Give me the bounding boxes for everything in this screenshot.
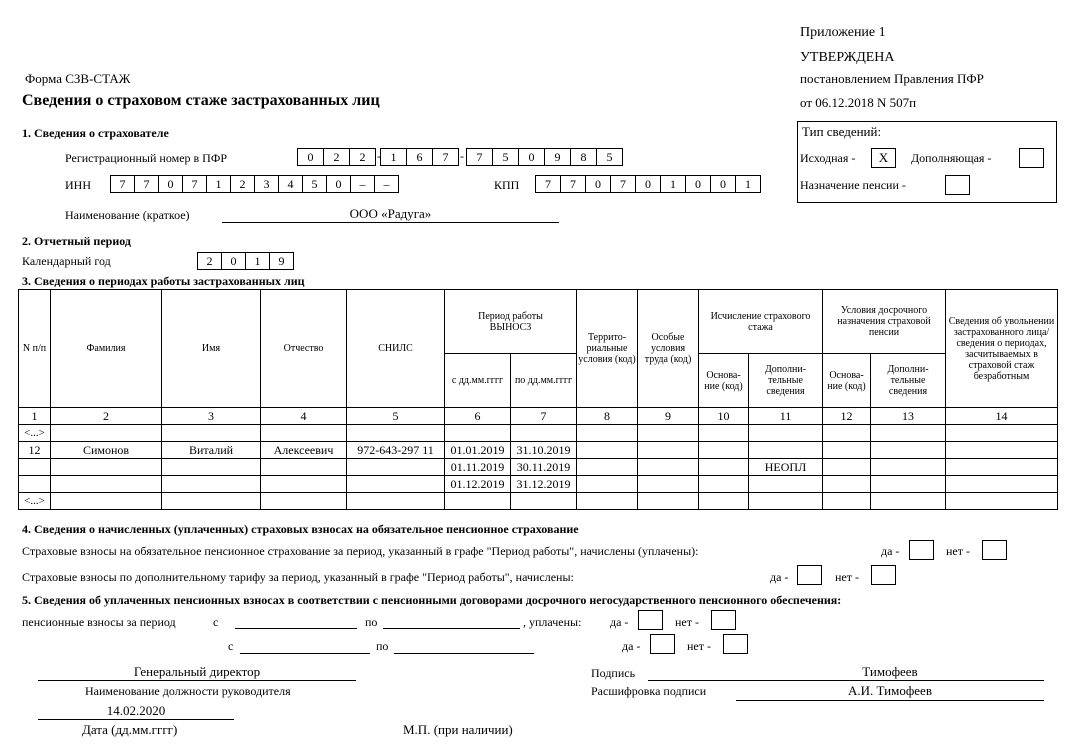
digit-cell: 1 — [206, 175, 231, 193]
signature-label: Подпись — [591, 666, 636, 680]
header-special: Особые условия труда (код) — [638, 290, 699, 408]
row-surname: Симонов — [51, 442, 162, 459]
name-value[interactable]: ООО «Радуга» — [349, 206, 432, 221]
s5-l2-yes-label: да - — [622, 639, 641, 653]
row-to: 31.12.2019 — [511, 476, 577, 493]
column-number: 6 — [445, 408, 511, 425]
header-from: с дд.мм.гггг — [445, 354, 511, 408]
pension-checkbox[interactable] — [945, 175, 970, 195]
header-calc-basis: Основа-ние (код) — [699, 354, 749, 408]
column-number: 7 — [511, 408, 577, 425]
digit-cell: 5 — [302, 175, 327, 193]
s4-l2-no-label: нет - — [835, 570, 859, 584]
ellipsis-row-top — [19, 425, 1058, 442]
s4-l2-yes-label: да - — [770, 570, 789, 584]
section3-title: 3. Сведения о периодах работы застрахованных лиц — [22, 274, 305, 288]
digit-cell: 2 — [230, 175, 255, 193]
pension-label: Назначение пенсии - — [800, 178, 906, 192]
section5-title: 5. Сведения об уплаченных пенсионных взносах в соответствии с пенсионными договорами досрочного негосударственного пенсионного обеспечения: — [22, 593, 842, 607]
header-early-extra: Дополни-тельные сведения — [871, 354, 946, 408]
approved-label: УТВЕРЖДЕНА — [800, 50, 895, 65]
row-num: 12 — [19, 442, 51, 459]
digit-cell: 7 — [466, 148, 493, 166]
digit-cell: 7 — [182, 175, 207, 193]
header-patronymic: Отчество — [261, 290, 347, 408]
inn-label: ИНН — [65, 178, 91, 192]
row-to: 31.10.2019 — [511, 442, 577, 459]
table-row[interactable] — [19, 476, 1058, 493]
column-number: 8 — [577, 408, 638, 425]
digit-cell: 1 — [660, 175, 686, 193]
row-extra: НЕОПЛ — [749, 459, 823, 476]
s5-l2-no-checkbox[interactable] — [723, 634, 748, 654]
digit-cell: 7 — [110, 175, 135, 193]
row-to: 30.11.2019 — [511, 459, 577, 476]
info-type-title: Тип сведений: — [802, 124, 882, 139]
row-patronymic — [261, 476, 347, 493]
digit-cell: 0 — [297, 148, 324, 166]
digit-cell: 0 — [635, 175, 661, 193]
header-to: по дд.мм.гггг — [511, 354, 577, 408]
digit-cell: 0 — [221, 252, 246, 270]
row-name — [162, 476, 261, 493]
approved-by: постановлением Правления ПФР — [800, 71, 984, 86]
digit-cell: 3 — [254, 175, 279, 193]
digit-cell: 6 — [406, 148, 433, 166]
digit-cell: 2 — [349, 148, 376, 166]
reg-label: Регистрационный номер в ПФР — [65, 151, 227, 165]
digit-cell: 0 — [158, 175, 183, 193]
kpp-label: КПП — [494, 178, 520, 192]
decoding-label: Расшифровка подписи — [591, 684, 707, 698]
signature-underline — [648, 680, 1044, 681]
column-number: 3 — [162, 408, 261, 425]
s4-l2-no-checkbox[interactable] — [871, 565, 896, 585]
s5-l2-no-label: нет - — [687, 639, 711, 653]
column-number: 2 — [51, 408, 162, 425]
year-label: Календарный год — [22, 254, 111, 268]
digit-cell: 1 — [380, 148, 407, 166]
section4-line1: Страховые взносы на обязательное пенсионное страхование за период, указанный в графе "Период работы", начислены (уплачены): — [22, 544, 699, 558]
separator-dash: - — [460, 149, 464, 163]
row-from: 01.11.2019 — [445, 459, 511, 476]
digit-cell: 0 — [710, 175, 736, 193]
column-number: 13 — [871, 408, 946, 425]
stamp-label: М.П. (при наличии) — [403, 722, 513, 737]
digit-cell: 0 — [685, 175, 711, 193]
name-underline — [222, 222, 559, 223]
s5-to-field-1[interactable] — [383, 628, 520, 629]
digit-cell: 7 — [535, 175, 561, 193]
date-label: Дата (дд.мм.гггг) — [82, 722, 178, 737]
s5-line-label: пенсионные взносы за период — [22, 615, 176, 629]
digit-cell: 7 — [134, 175, 159, 193]
header-early-basis: Основа-ние (код) — [823, 354, 871, 408]
appendix-label: Приложение 1 — [800, 25, 886, 40]
row-patronymic — [261, 459, 347, 476]
row-from: 01.12.2019 — [445, 476, 511, 493]
date-underline — [38, 719, 234, 720]
header-dismissal: Сведения об увольнении застрахованного лица/сведения о периодах, засчитываемых в страховой стаж безработным — [946, 290, 1058, 408]
additional-label: Дополняющая - — [911, 151, 992, 165]
column-number: 12 — [823, 408, 871, 425]
digit-cell: 5 — [596, 148, 623, 166]
section4-line2: Страховые взносы по дополнительному тарифу за период, указанный в графе "Период работы", начислены: — [22, 570, 574, 584]
row-name — [162, 459, 261, 476]
column-number: 9 — [638, 408, 699, 425]
column-number: 1 — [19, 408, 51, 425]
separator-dash: - — [377, 149, 381, 163]
position-label: Наименование должности руководителя — [85, 684, 291, 698]
header-calc-extra: Дополни-тельные сведения — [749, 354, 823, 408]
s4-l1-no-label: нет - — [946, 544, 970, 558]
original-checkbox[interactable]: X — [871, 148, 896, 168]
s4-l2-yes-checkbox[interactable] — [797, 565, 822, 585]
header-period-text: Период работы ВЫНОС3 — [478, 310, 543, 333]
s5-l1-no-label: нет - — [675, 615, 699, 629]
s5-from-field-1[interactable] — [235, 628, 357, 629]
digit-cell: 0 — [518, 148, 545, 166]
digit-cell: 9 — [544, 148, 571, 166]
digit-cell: 1 — [245, 252, 270, 270]
digit-cell: 9 — [269, 252, 294, 270]
s5-from-label-2: с — [228, 639, 234, 653]
decoding-underline — [736, 700, 1044, 701]
row-extra — [749, 442, 823, 459]
column-number: 5 — [347, 408, 445, 425]
name-label: Наименование (краткое) — [65, 208, 190, 222]
s5-to-label-2: по — [376, 639, 389, 653]
digit-cell: 0 — [326, 175, 351, 193]
s5-paid-label: , уплачены: — [523, 615, 582, 629]
row-snils: 972-643-297 11 — [347, 442, 445, 459]
position-value[interactable]: Генеральный директор — [133, 664, 261, 679]
column-number: 10 — [699, 408, 749, 425]
header-calc: Исчисление страхового стажа — [699, 290, 823, 354]
form-name: Форма СЗВ-СТАЖ — [25, 71, 131, 86]
row-patronymic: Алексеевич — [261, 442, 347, 459]
ellipsis-bottom: <...> — [19, 493, 51, 510]
digit-cell: 7 — [560, 175, 586, 193]
row-from: 01.01.2019 — [445, 442, 511, 459]
row-num — [19, 459, 51, 476]
row-extra — [749, 476, 823, 493]
section1-title: 1. Сведения о страхователе — [22, 126, 169, 140]
s5-l2-yes-checkbox[interactable] — [650, 634, 675, 654]
header-snils: СНИЛС — [347, 290, 445, 408]
row-surname — [51, 459, 162, 476]
column-number: 11 — [749, 408, 823, 425]
header-surname: Фамилия — [51, 290, 162, 408]
s5-from-label-1: с — [213, 615, 219, 629]
table-row[interactable] — [19, 459, 1058, 476]
row-snils — [347, 476, 445, 493]
signature-value[interactable]: Тимофеев — [862, 664, 918, 679]
s5-to-field-2[interactable] — [394, 653, 534, 654]
work-periods-table — [18, 289, 1058, 510]
digit-cell: – — [350, 175, 375, 193]
s4-l1-no-checkbox[interactable] — [982, 540, 1007, 560]
page-title: Сведения о страховом стаже застрахованных лиц — [22, 92, 380, 109]
row-name: Виталий — [162, 442, 261, 459]
s5-l1-yes-checkbox[interactable] — [638, 610, 663, 630]
table-row[interactable] — [19, 442, 1058, 459]
column-number: 14 — [946, 408, 1058, 425]
digit-cell: 2 — [323, 148, 350, 166]
row-surname — [51, 476, 162, 493]
original-label: Исходная - — [800, 151, 856, 165]
digit-cell: 2 — [197, 252, 222, 270]
digit-cell: – — [374, 175, 399, 193]
header-num: N п/п — [19, 290, 51, 408]
header-territorial: Террито-риальные условия (код) — [577, 290, 638, 408]
s5-l1-no-checkbox[interactable] — [711, 610, 736, 630]
header-early: Условия досрочного назначения страховой пенсии — [823, 290, 946, 354]
approved-date: от 06.12.2018 N 507п — [800, 95, 917, 110]
column-numbers-row — [19, 408, 1058, 425]
digit-cell: 7 — [432, 148, 459, 166]
row-snils — [347, 459, 445, 476]
digit-cell: 4 — [278, 175, 303, 193]
digit-cell: 5 — [492, 148, 519, 166]
digit-cell: 8 — [570, 148, 597, 166]
ellipsis-top: <...> — [19, 425, 51, 442]
column-number: 4 — [261, 408, 347, 425]
s4-l1-yes-label: да - — [881, 544, 900, 558]
section4-title: 4. Сведения о начисленных (уплаченных) страховых взносах на обязательное пенсионное страхование — [22, 522, 579, 536]
digit-cell: 7 — [610, 175, 636, 193]
header-period — [445, 290, 577, 354]
ellipsis-row-bottom — [19, 493, 1058, 510]
digit-cell: 0 — [585, 175, 611, 193]
decoding-value[interactable]: А.И. Тимофеев — [848, 683, 932, 698]
digit-cell: 1 — [735, 175, 761, 193]
header-name: Имя — [162, 290, 261, 408]
position-underline — [38, 680, 356, 681]
s5-to-label-1: по — [365, 615, 378, 629]
s4-l1-yes-checkbox[interactable] — [909, 540, 934, 560]
row-num — [19, 476, 51, 493]
s5-l1-yes-label: да - — [610, 615, 629, 629]
section2-title: 2. Отчетный период — [22, 234, 131, 248]
s5-from-field-2[interactable] — [240, 653, 370, 654]
additional-checkbox[interactable] — [1019, 148, 1044, 168]
date-value[interactable]: 14.02.2020 — [106, 703, 166, 718]
